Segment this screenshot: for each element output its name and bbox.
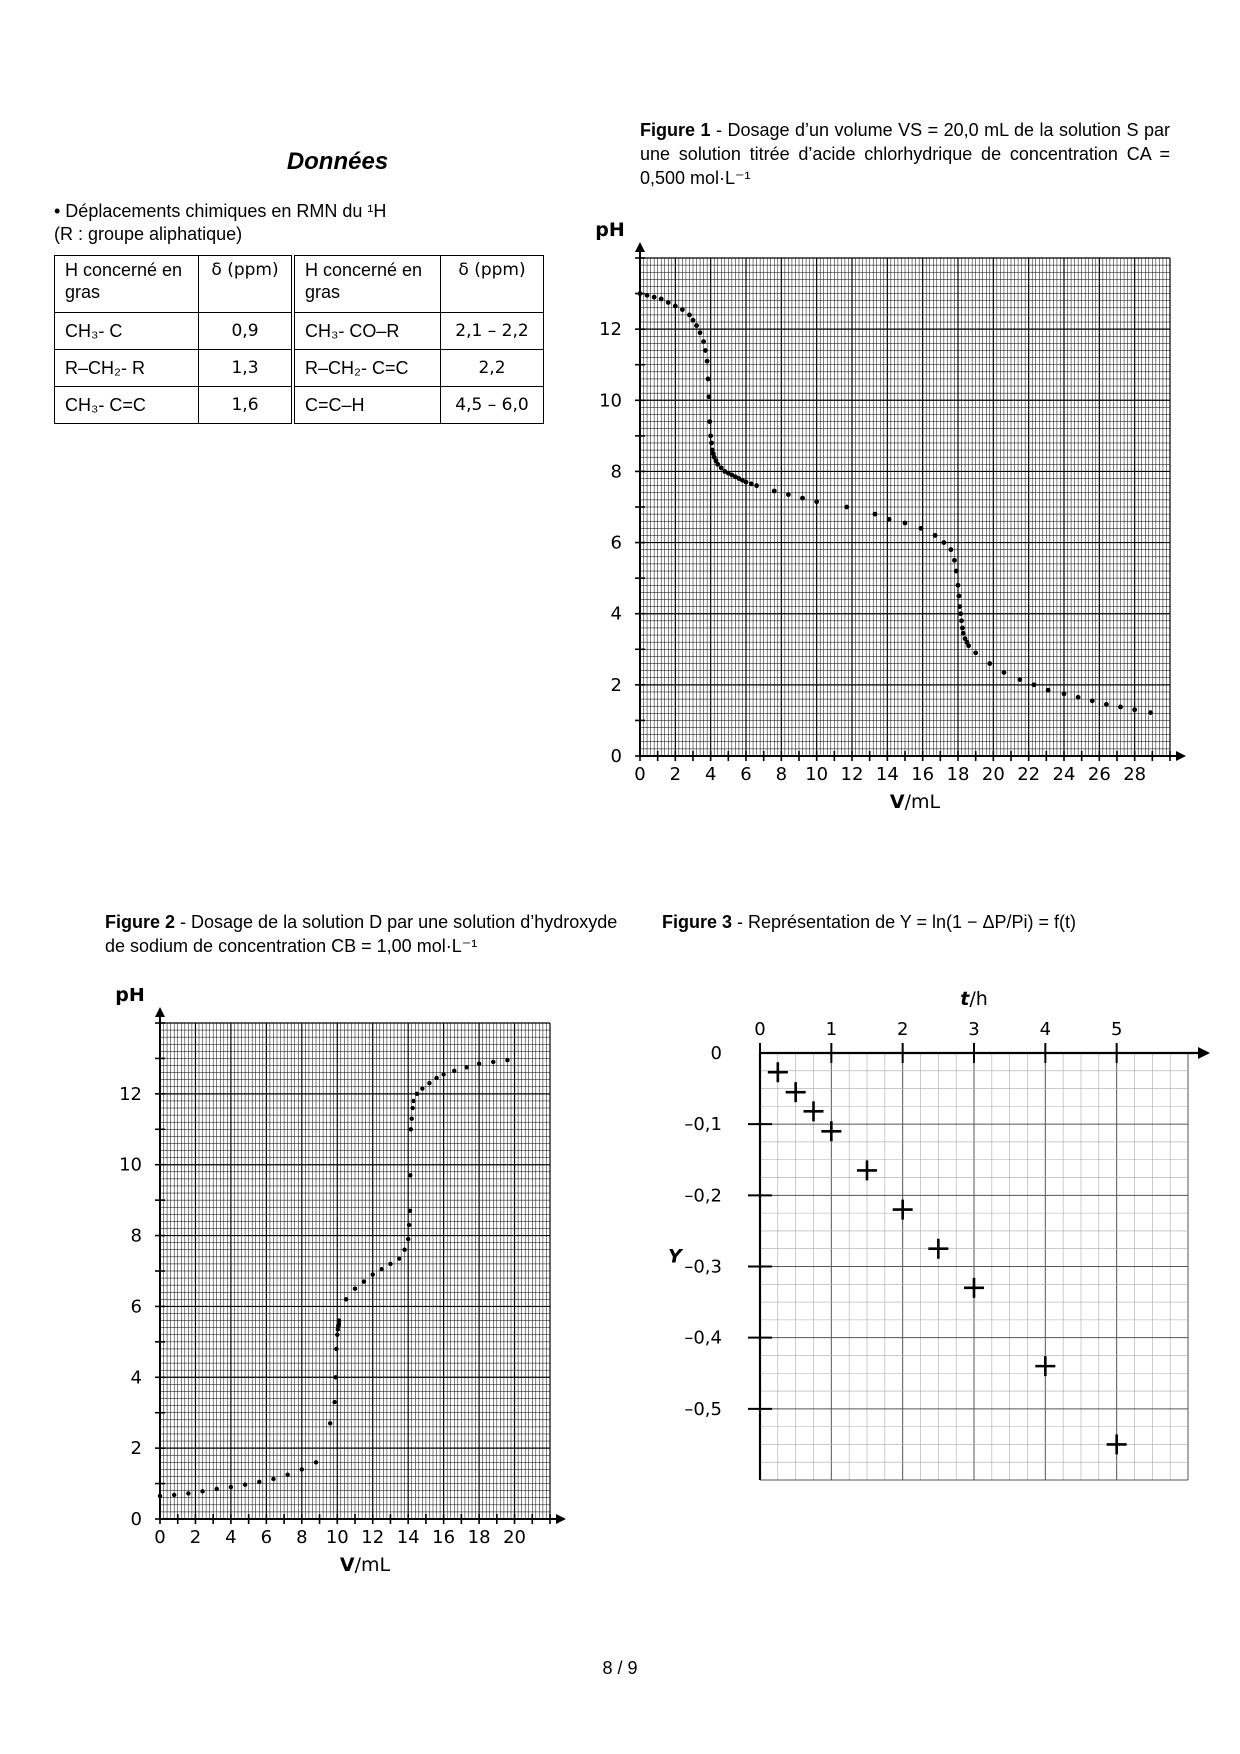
grid [760,1053,1188,1480]
data-point [229,1485,233,1489]
data-point [420,1086,424,1090]
data-point [687,313,692,318]
y-tick-label: 12 [599,319,622,341]
figure3-caption [662,910,1182,934]
rmn-cell: CH₃- C [55,313,199,350]
rmn-row [55,387,544,424]
data-point [1002,670,1007,675]
data-point [708,433,713,438]
x-tick-label: 18 [946,764,970,785]
data-point [941,540,946,545]
data-point [353,1287,357,1291]
x-tick-label: 6 [260,1527,273,1548]
y-tick-label: 4 [610,603,622,625]
x-tick-label: 20 [503,1527,526,1548]
data-point [960,626,965,631]
data-point [966,643,971,648]
rmn-cell: CH₃- C=C [55,387,199,424]
data-point [707,419,712,424]
y-tick-label: 0 [130,1509,142,1530]
data-point [1132,707,1137,712]
data-point [786,492,791,497]
data-point [333,1375,337,1379]
x-tick-label: 26 [1087,764,1111,785]
y-axis-title: pH [115,988,145,1006]
data-point [285,1473,289,1477]
data-point [411,1099,415,1103]
x-axis-arrow [556,1514,566,1524]
data-point [335,1333,339,1337]
figure1-chart [580,220,1200,820]
y-tick-label: 2 [130,1438,142,1460]
data-point [1062,691,1067,696]
data-point [1017,677,1022,682]
rmn-header-delta2: δ (ppm) [441,256,544,313]
page-number: 8 / 9 [602,1658,638,1678]
data-point [1076,695,1081,700]
data-point [754,483,759,488]
y-axis-arrow [155,1007,165,1017]
grid [640,258,1170,756]
figure2-label: Figure 2 [105,912,176,932]
data-point [397,1256,401,1260]
data-point [332,1400,336,1404]
x-tick-label: 1 [825,1019,838,1040]
rmn-row [55,313,544,350]
x-tick-label: 22 [1017,764,1041,785]
data-point [271,1477,275,1481]
figure1-label: Figure 1 [640,120,711,140]
x-tick-label: 0 [634,764,646,785]
data-point [645,293,650,298]
y-tick-label: 2 [610,674,622,696]
data-point [491,1060,495,1064]
data-point [344,1297,348,1301]
y-tick-label: –0,1 [684,1114,722,1136]
data-point [1118,705,1123,710]
rmn-cell: 1,3 [199,350,294,387]
x-tick-label: 12 [361,1527,385,1548]
data-point [952,558,957,563]
rmn-cell: 0,9 [199,313,294,350]
data-point [956,594,961,599]
data-point [441,1072,445,1076]
rmn-bullet: • Déplacements chimiques en RMN du ¹H [54,201,387,221]
data-point [638,291,643,296]
data-point [415,1092,419,1096]
data-point [410,1106,414,1110]
data-point [215,1487,219,1491]
data-point [408,1209,412,1213]
rmn-cell: R–CH₂- R [55,350,199,387]
data-point [300,1467,304,1471]
data-point [903,521,908,526]
data-point [744,480,749,485]
data-point [666,300,671,305]
data-point [659,297,664,302]
y-axis-arrow [635,242,645,252]
x-tick-label: 8 [296,1527,308,1548]
data-point [749,481,754,486]
rmn-header-h2: H concerné en gras [293,256,441,313]
x-tick-label: 0 [154,1527,166,1548]
data-point [961,631,966,636]
x-tick-label: 18 [467,1527,491,1548]
y-tick-label: –0,2 [684,1185,722,1207]
data-point [800,496,805,501]
x-tick-label: 14 [875,764,899,785]
x-tick-label: 2 [896,1019,909,1040]
data-point [703,348,708,353]
data-point [1107,1434,1127,1454]
data-point [407,1223,411,1227]
data-point [873,512,878,517]
x-tick-label: 14 [396,1527,420,1548]
data-point [464,1065,468,1069]
rmn-cell: 4,5 – 6,0 [441,387,544,424]
rmn-intro [54,200,386,246]
y-tick-label: 4 [130,1367,142,1389]
data-point [959,618,964,623]
data-point [933,533,938,538]
data-point [452,1069,456,1073]
data-point [427,1081,431,1085]
x-tick-label: 16 [432,1527,456,1548]
data-point [987,661,992,666]
rmn-row [55,350,544,387]
data-point [694,323,699,328]
figure1-caption [640,118,1170,190]
data-point [691,318,696,323]
data-point [243,1482,247,1486]
x-tick-label: 5 [1110,1019,1123,1040]
data-point [337,1318,341,1322]
data-point [1090,698,1095,703]
data-point [709,441,714,446]
x-axis-arrow [1176,751,1186,761]
x-tick-label: 6 [740,764,752,785]
rmn-cell: C=C–H [293,387,441,424]
y-tick-label: 12 [119,1083,142,1105]
y-tick-label: 8 [130,1225,142,1247]
data-point [887,517,892,522]
data-point [1148,710,1153,715]
data-point [673,304,678,309]
data-point [706,377,711,382]
y-tick-label: 6 [130,1296,142,1318]
data-point [406,1237,410,1241]
data-point [328,1421,332,1425]
x-tick-label: 16 [911,764,935,785]
data-point [186,1491,190,1495]
y-tick-label: 0 [610,746,622,767]
data-point [705,359,710,364]
x-tick-label: 2 [669,764,682,785]
data-point [844,505,849,510]
x-tick-label: 20 [981,764,1005,785]
rmn-cell: 2,1 – 2,2 [441,313,544,350]
y-tick-label: 8 [610,461,622,483]
data-point [957,604,962,609]
data-point [408,1173,412,1177]
data-point [505,1058,509,1062]
x-tick-label: 10 [805,764,829,785]
data-point [402,1248,406,1252]
y-axis-title: pH [595,220,625,241]
y-axis-title: Y [668,1245,682,1268]
x-tick-label: 4 [225,1527,237,1548]
x-tick-label: 24 [1052,764,1076,785]
data-point [772,489,777,494]
data-point [434,1076,438,1080]
figure3-label: Figure 3 [662,912,733,932]
figure2-caption-text: - Dosage de la solution D par une solution d’hydroxyde de sodium de concentration CB = 1,00 mol·L⁻¹ [105,912,618,956]
figure2-caption [105,910,640,958]
y-tick-label: 10 [119,1154,142,1176]
data-point [200,1489,204,1493]
data-point [804,1101,824,1121]
data-point [973,650,978,655]
data-point [257,1480,261,1484]
data-point [949,547,954,552]
data-point [158,1494,162,1498]
data-point [919,526,924,531]
data-point [715,462,720,467]
data-point [814,499,819,504]
data-point [719,465,724,470]
data-point [964,1278,984,1298]
figure3-chart [660,980,1220,1500]
rmn-cell: 1,6 [199,387,294,424]
y-tick-label: 10 [599,390,622,412]
y-tick-label: –0,3 [684,1256,722,1278]
rmn-header-h1: H concerné en gras [55,256,199,313]
x-tick-label: 12 [840,764,864,785]
rmn-table [54,255,544,424]
figure2-chart [110,988,580,1598]
data-point [1032,682,1037,687]
donnees-title: Données [286,148,389,175]
data-point [652,295,657,300]
rmn-cell: R–CH₂- C=C [293,350,441,387]
data-point [172,1493,176,1497]
data-point [954,569,959,574]
data-point [362,1279,366,1283]
rmn-cell: CH₃- CO–R [293,313,441,350]
data-point [410,1116,414,1120]
y-tick-label: –0,4 [684,1327,722,1349]
rmn-header-delta1: δ (ppm) [199,256,294,313]
data-point [707,394,712,399]
data-point [698,330,703,335]
data-point [409,1127,413,1131]
x-axis-title: V/mL [889,791,941,813]
x-tick-label: 0 [754,1019,766,1040]
data-point [958,611,963,616]
data-point [477,1062,481,1066]
figure1-caption-text: - Dosage d’un volume VS = 20,0 mL de la solution S par une solution titrée d’acide chlorhydrique de concentration CA = 0,500 mol·L⁻¹ [640,120,1171,188]
data-point [768,1062,788,1082]
data-point [379,1267,383,1271]
figure3-caption-text: - Représentation de Y = ln(1 − ΔP/Pi) = f(t) [732,912,1077,932]
x-tick-label: 4 [704,764,717,785]
rmn-cell: 2,2 [441,350,544,387]
data-point [314,1460,318,1464]
y-tick-label: 6 [610,532,622,554]
data-point [1104,702,1109,707]
x-tick-label: 4 [1039,1019,1052,1040]
data-point [388,1262,392,1266]
x-axis-title: t/h [960,988,988,1010]
data-point [893,1200,913,1220]
data-point [680,307,685,312]
data-point [928,1239,948,1259]
x-tick-label: 10 [325,1527,349,1548]
y-tick-label: 0 [710,1043,722,1064]
y-tick-label: –0,5 [684,1398,722,1420]
data-point [371,1272,375,1276]
data-point [1046,688,1051,693]
rmn-subtitle: (R : groupe aliphatique) [54,224,243,244]
x-axis-arrow [1198,1047,1210,1059]
x-tick-label: 8 [775,764,788,785]
data-point [956,583,961,588]
data-point [701,339,706,344]
x-tick-label: 3 [968,1019,980,1040]
data-point [786,1082,806,1102]
x-tick-label: 2 [189,1527,202,1548]
x-tick-label: 28 [1123,764,1147,785]
grid [160,1023,550,1519]
data-point [334,1347,338,1351]
x-axis-title: V/mL [339,1554,391,1576]
